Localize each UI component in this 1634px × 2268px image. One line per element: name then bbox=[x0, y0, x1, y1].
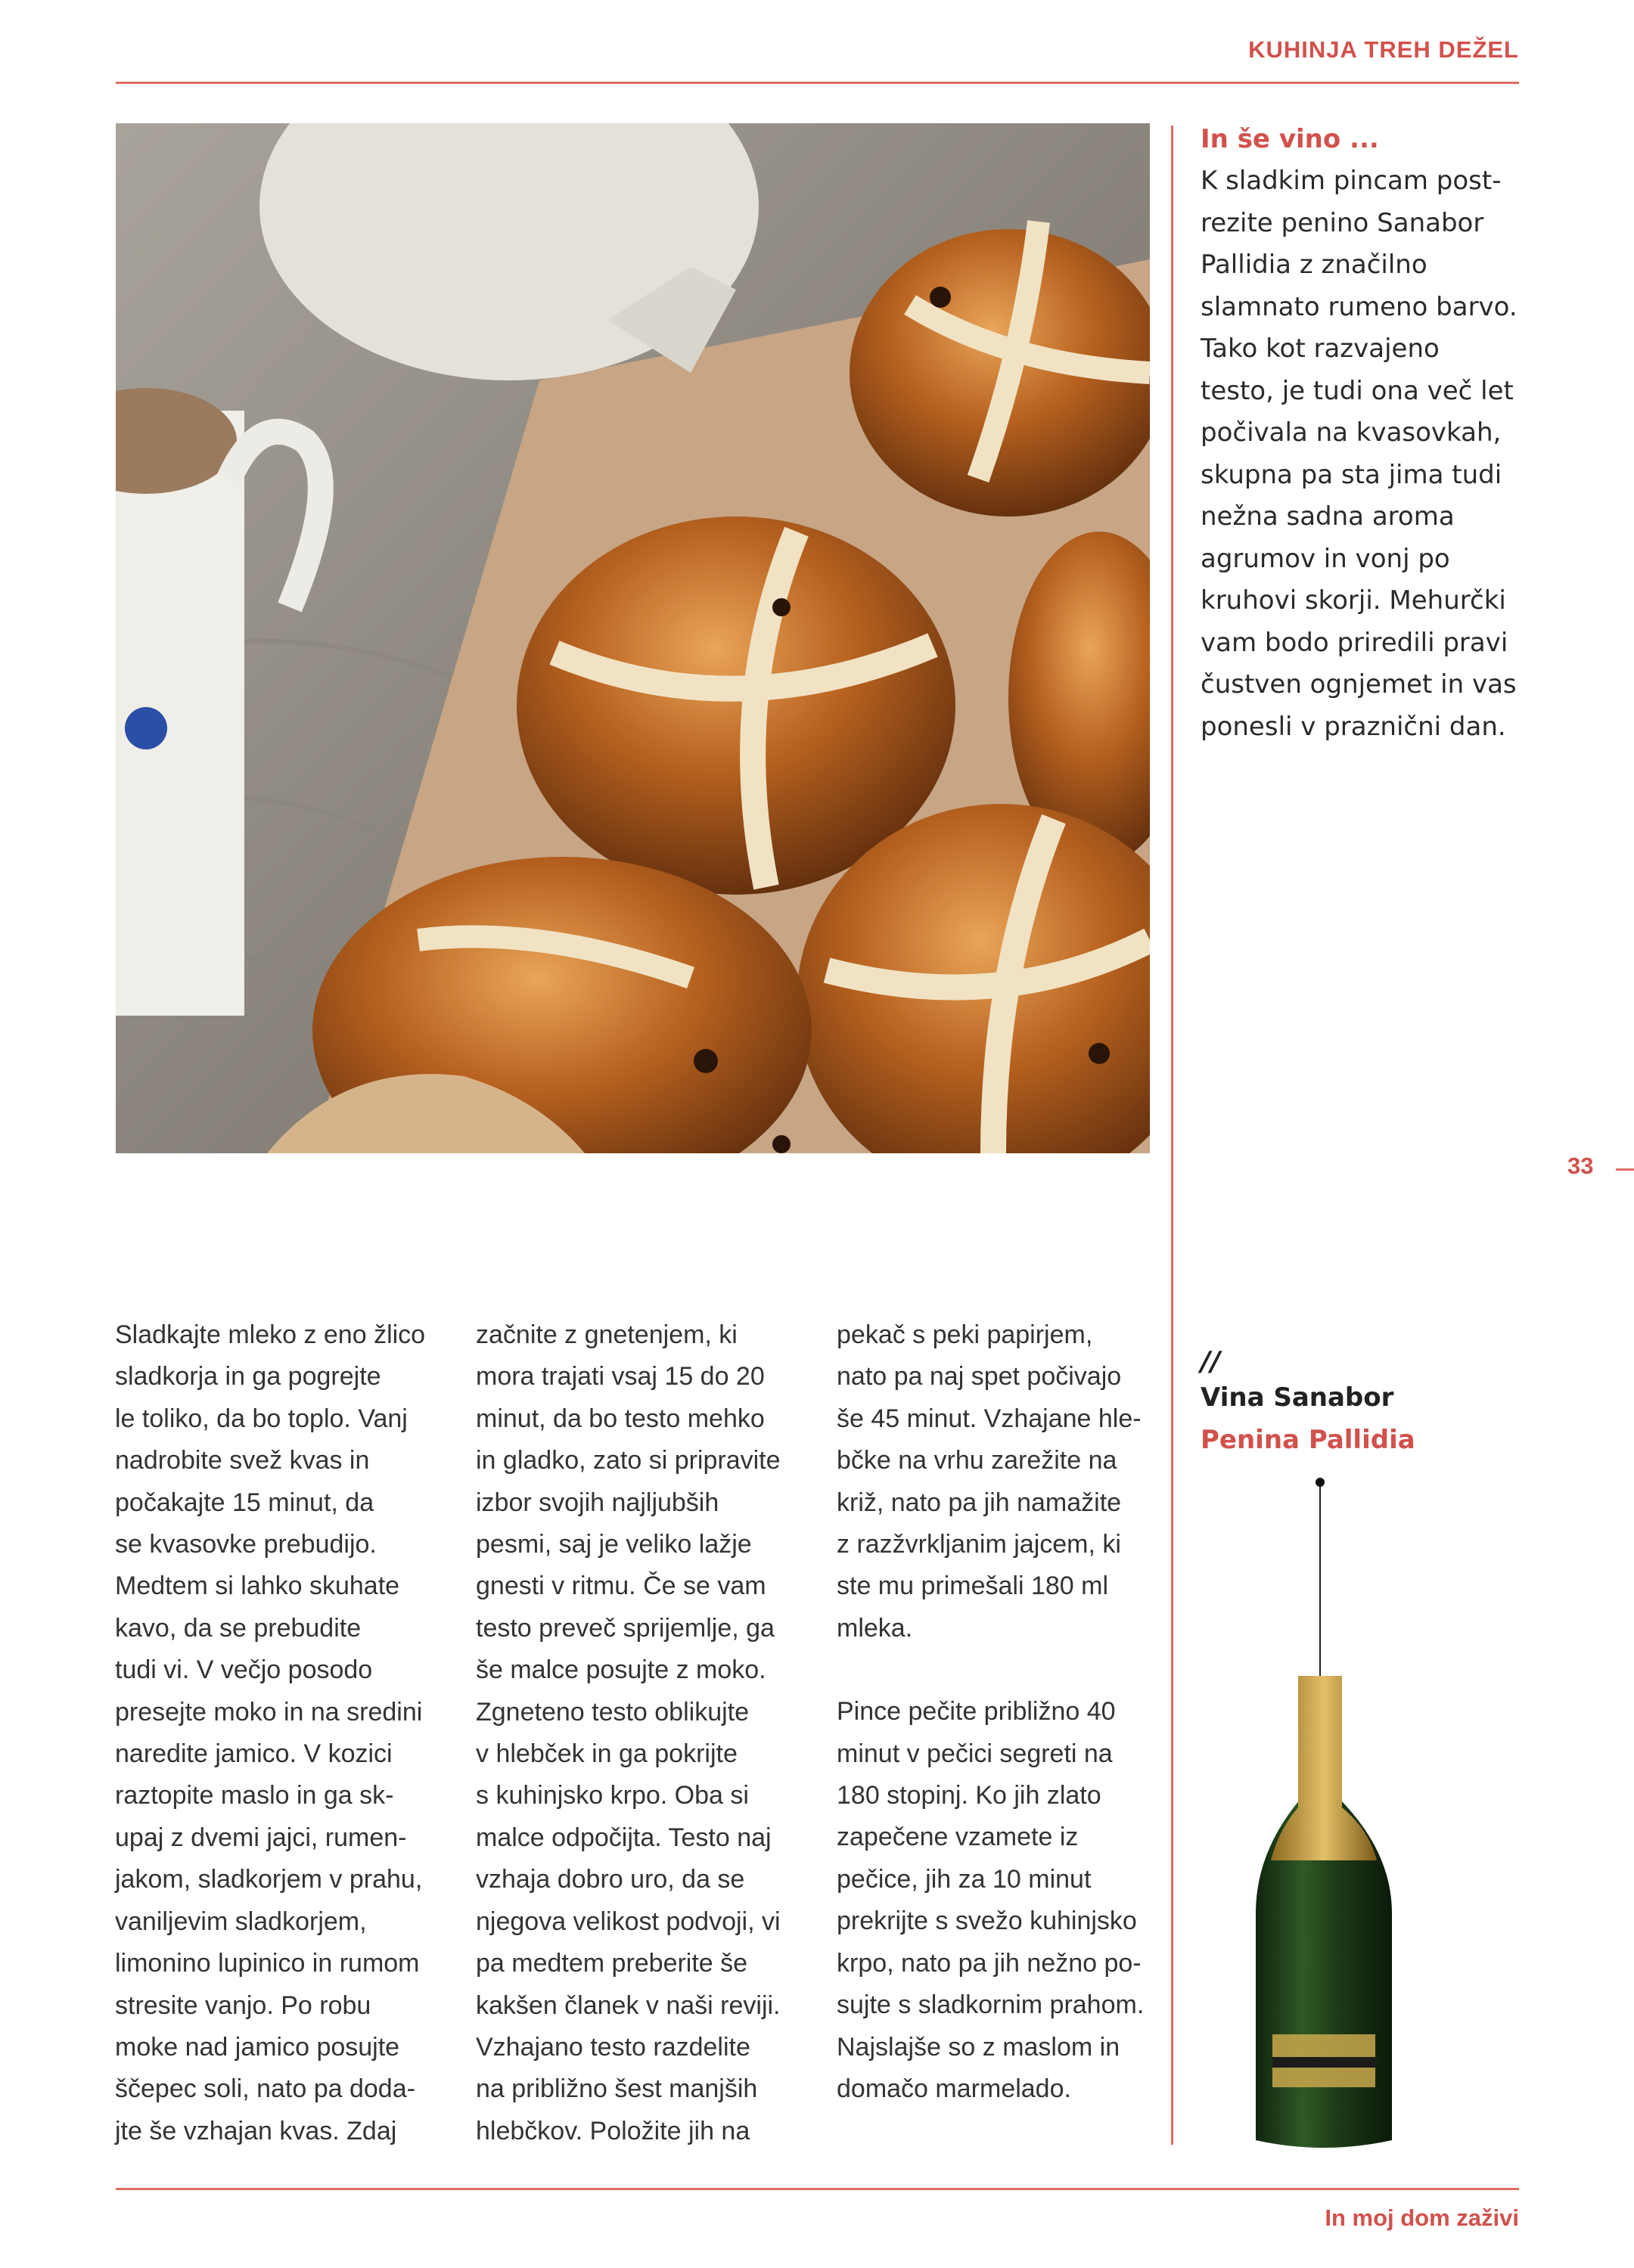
mug-flower bbox=[125, 707, 167, 749]
bottom-divider bbox=[116, 2188, 1519, 2190]
column-rule bbox=[1171, 126, 1173, 2145]
top-divider bbox=[116, 82, 1519, 84]
recipe-column-3 bbox=[837, 1314, 1162, 2110]
sidebar-text: K sladkim pincam post- rezite penino Sanabor Pallidia z značilno slamnato rumeno barvo. Tako kot razvajeno testo, je tudi ona več let počivala na kvasovkah, skupna pa sta jima tudi nežna sadna aroma agrumov in vonj po kruhovi skorji. Mehurčki vam bodo priredili pravi čustven ognjemet in vas ponesli v praznični dan. bbox=[1201, 166, 1518, 742]
winery-name: Vina Sanabor bbox=[1201, 1382, 1394, 1413]
recipe-column-2 bbox=[476, 1314, 801, 2152]
wine-sidebar bbox=[1201, 119, 1533, 748]
recipe-paragraph: pekač s peki papirjem, nato pa naj spet počivajo še 45 minut. Vzhajane hle- bčke na vrhu zarežite na križ, nato pa jih namažite z razžvrkljanim jajcem, ki ste mu primešali 180 ml mleka. bbox=[837, 1320, 1142, 1643]
sidebar-title: In še vino ... bbox=[1201, 124, 1379, 154]
recipe-paragraph: Sladkajte mleko z eno žlico sladkorja in ga pogrejte le toliko, da bo toplo. Vanj nadrobite svež kvas in počakajte 15 minut, da se kvasovke prebudijo. Medtem si lahko skuhate kavo, da se prebudite tudi vi. V večjo posodo presejte moko in na sredini naredite jamico. V kozici raztopite maslo in ga sk- upaj z dvemi jajci, rumen- jakom, sladkorjem v prahu, vaniljevim sladkorjem, limonino lupinico in rumom stresite vanjo. Po robu moke nad jamico posujte ščepec soli, nato pa doda- jte še vzhajan kvas. Zdaj bbox=[115, 1320, 426, 2145]
hot-cross-buns-photo bbox=[116, 123, 1150, 1153]
pointer-dot bbox=[1316, 1478, 1325, 1487]
wine-bottle-image bbox=[1241, 1475, 1407, 2155]
magazine-footer: In moj dom zaživi bbox=[1325, 2204, 1519, 2231]
bottle-foil bbox=[1271, 1676, 1377, 1860]
bottle-label-band bbox=[1272, 2057, 1375, 2068]
recipe-paragraph: začnite z gnetenjem, ki mora trajati vsaj 15 do 20 minut, da bo testo mehko in gladko, zato si pripravite izbor svojih najljubših pesmi, saj je veliko lažje gnesti v ritmu. Če se vam testo preveč sprijemlje, ga še malce posujte z moko. Zgneteno testo oblikujte v hlebček in ga pokrijte s kuhinjsko krpo. Oba si malce odpočijta. Testo naj vzhaja dobro uro, da se njegova velikost podvoji, vi pa medtem preberite še kakšen članek v naši reviji. Vzhajano testo razdelite na približno šest manjših hlebčkov. Položite jih na bbox=[476, 1320, 781, 2145]
recipe-paragraph: Pince pečite približno 40 minut v pečici segreti na 180 stopinj. Ko jih zlato zapečene vzamete iz pečice, jih za 10 minut prekrijte s svežo kuhinjsko krpo, nato pa jih nežno po- sujte s sladkornim prahom. Najslajše so z maslom in domačo marmelado. bbox=[837, 1697, 1145, 2103]
section-label: KUHINJA TREH DEŽEL bbox=[1248, 36, 1519, 63]
wine-mark: // bbox=[1201, 1346, 1221, 1377]
page-number: 33 bbox=[1567, 1153, 1594, 1179]
page-number-tick bbox=[1616, 1168, 1634, 1171]
wine-producer-label bbox=[1201, 1348, 1533, 1461]
recipe-column-1 bbox=[115, 1314, 440, 2152]
wine-name: Penina Pallidia bbox=[1201, 1425, 1415, 1455]
